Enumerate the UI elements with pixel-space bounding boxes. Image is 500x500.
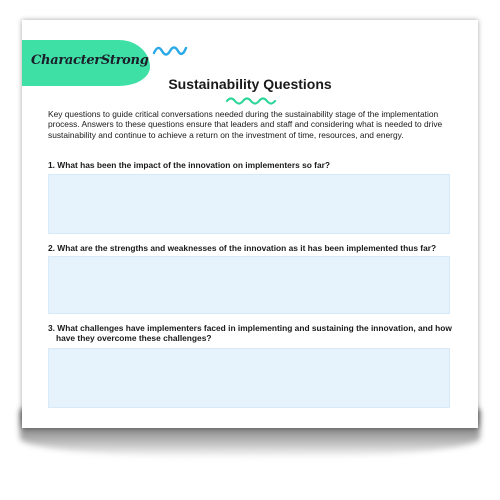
answer-box-3[interactable] <box>48 348 450 408</box>
green-squiggle-icon <box>225 95 277 105</box>
worksheet-page <box>22 20 478 428</box>
answer-box-1[interactable] <box>48 174 450 234</box>
logo-word-2: Strong <box>100 53 149 68</box>
question-2: 2. What are the strengths and weaknesses of the innovation as it has been implemented thus far? <box>48 243 437 253</box>
blue-squiggle-icon <box>152 42 192 58</box>
answer-box-2[interactable] <box>48 256 450 314</box>
logo-word-1: Character <box>31 53 101 68</box>
character-strong-logo <box>31 47 149 75</box>
page-title: Sustainability Questions <box>168 76 332 92</box>
question-3: 3. What challenges have implementers faced in implementing and sustaining the innovation, and how have they overcome these challenges? <box>48 323 452 344</box>
intro-paragraph: Key questions to guide critical conversations needed during the sustainability stage of the implementation process. Answers to these questions ensure that leaders and staff and considering what is needed to drive sustainability and continue to achieve a return on the investment of time, resources, and energy. <box>48 109 443 140</box>
question-1: 1. What has been the impact of the innovation on implementers so far? <box>48 160 330 170</box>
